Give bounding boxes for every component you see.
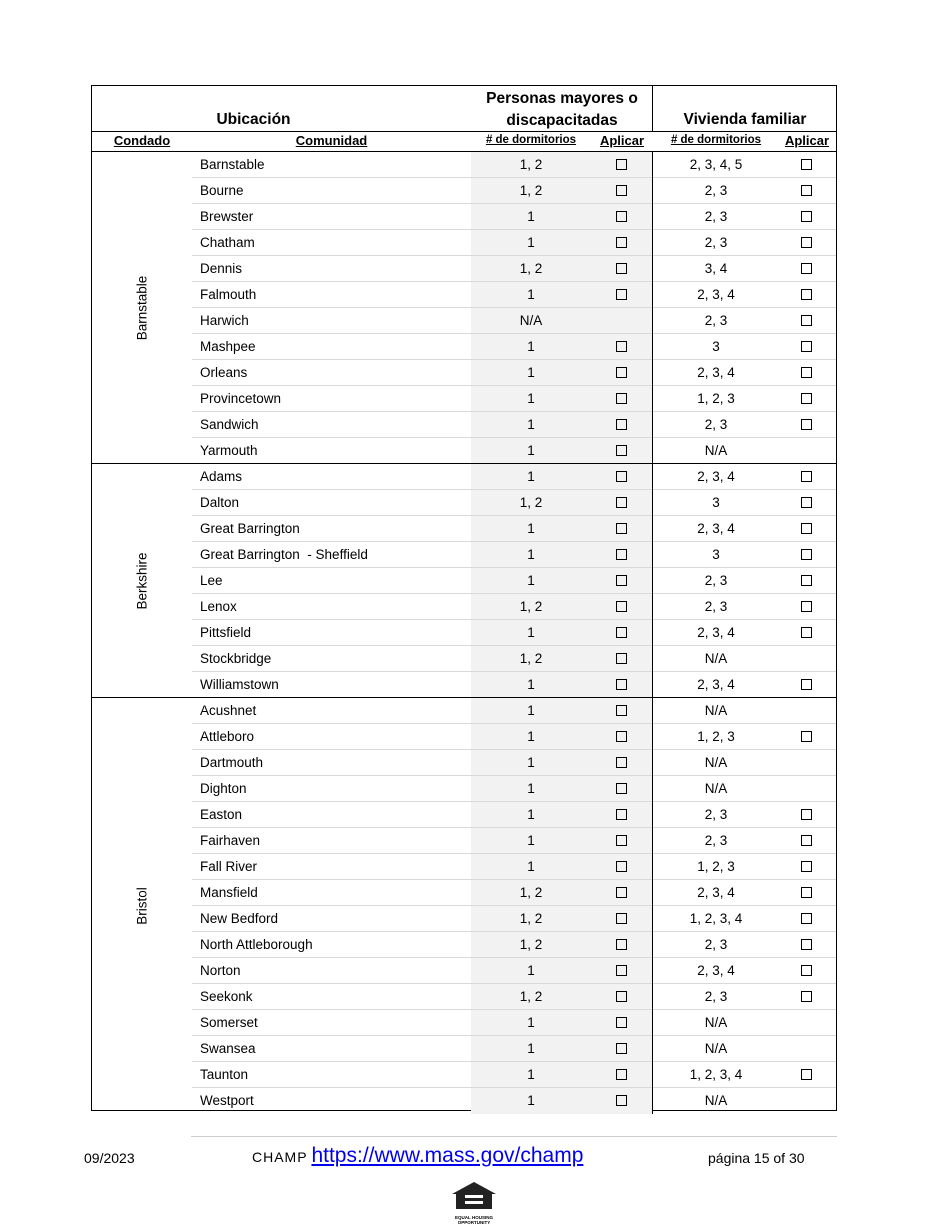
- elderly-apply-checkbox[interactable]: [616, 601, 627, 612]
- elderly-apply-checkbox[interactable]: [616, 289, 627, 300]
- equal-housing-label: EQUAL HOUSING OPPORTUNITY: [455, 1215, 493, 1225]
- community-name: Dennis: [200, 261, 243, 276]
- family-bedrooms: 1, 2, 3: [697, 729, 735, 744]
- elderly-bedrooms: 1, 2: [519, 261, 543, 276]
- family-apply-checkbox[interactable]: [801, 965, 812, 976]
- community-name: Taunton: [200, 1067, 249, 1082]
- elderly-apply-checkbox[interactable]: [616, 393, 627, 404]
- elderly-bedrooms: 1: [527, 1067, 535, 1082]
- community-name: Yarmouth: [200, 443, 258, 458]
- elderly-bedrooms: 1: [527, 417, 535, 432]
- community-name: Lenox: [200, 599, 237, 614]
- family-apply-checkbox[interactable]: [801, 575, 812, 586]
- footer-rule: [191, 1136, 837, 1137]
- family-apply-checkbox[interactable]: [801, 289, 812, 300]
- col-elderly-bedrooms: # de dormitorios: [485, 134, 577, 146]
- family-bedrooms: 2, 3, 4: [697, 365, 735, 380]
- community-name: Pittsfield: [200, 625, 252, 640]
- elderly-apply-checkbox[interactable]: [616, 471, 627, 482]
- col-community: Comunidad: [295, 133, 368, 148]
- footer-date: 09/2023: [84, 1150, 135, 1166]
- elderly-bedrooms: 1: [527, 365, 535, 380]
- family-bedrooms: 3, 4: [704, 261, 728, 276]
- header-family-housing: Vivienda familiar: [683, 111, 807, 128]
- family-bedrooms: 2, 3: [704, 807, 728, 822]
- family-apply-checkbox[interactable]: [801, 913, 812, 924]
- family-bedrooms: 2, 3: [704, 235, 728, 250]
- family-apply-checkbox[interactable]: [801, 991, 812, 1002]
- family-apply-checkbox[interactable]: [801, 627, 812, 638]
- family-bedrooms: 2, 3, 4: [697, 963, 735, 978]
- family-bedrooms: 2, 3: [704, 313, 728, 328]
- community-name: Mansfield: [200, 885, 258, 900]
- elderly-bedrooms: 1: [527, 1041, 535, 1056]
- family-bedrooms: N/A: [704, 1093, 728, 1108]
- elderly-apply-checkbox[interactable]: [616, 419, 627, 430]
- elderly-bedrooms: 1: [527, 339, 535, 354]
- header-rule-top: [92, 131, 836, 132]
- community-name: Falmouth: [200, 287, 257, 302]
- col-family-apply: Aplicar: [784, 133, 830, 148]
- family-apply-checkbox[interactable]: [801, 601, 812, 612]
- community-name: Lee: [200, 573, 223, 588]
- family-apply-checkbox[interactable]: [801, 497, 812, 508]
- family-apply-checkbox[interactable]: [801, 185, 812, 196]
- elderly-apply-checkbox[interactable]: [616, 1069, 627, 1080]
- county-label: Barnstable: [134, 275, 150, 341]
- community-name: Somerset: [200, 1015, 258, 1030]
- family-bedrooms: 3: [712, 495, 720, 510]
- elderly-bedrooms: 1, 2: [519, 651, 543, 666]
- elderly-apply-checkbox[interactable]: [616, 731, 627, 742]
- header-location: Ubicación: [216, 111, 291, 128]
- family-apply-checkbox[interactable]: [801, 809, 812, 820]
- elderly-apply-checkbox[interactable]: [616, 185, 627, 196]
- elderly-apply-checkbox[interactable]: [616, 809, 627, 820]
- elderly-bedrooms: 1, 2: [519, 157, 543, 172]
- community-name: Dalton: [200, 495, 240, 510]
- community-name: Dighton: [200, 781, 247, 796]
- footer-program-line: [252, 1144, 583, 1168]
- elderly-bedrooms: 1: [527, 391, 535, 406]
- community-name: Sandwich: [200, 417, 259, 432]
- family-apply-checkbox[interactable]: [801, 523, 812, 534]
- family-bedrooms: 2, 3: [704, 599, 728, 614]
- community-name: Attleboro: [200, 729, 255, 744]
- family-apply-checkbox[interactable]: [801, 471, 812, 482]
- elderly-bedrooms: 1, 2: [519, 183, 543, 198]
- housing-table: [91, 85, 837, 1111]
- elderly-bedrooms: 1: [527, 859, 535, 874]
- family-bedrooms: 1, 2, 3, 4: [689, 911, 743, 926]
- family-apply-checkbox[interactable]: [801, 237, 812, 248]
- family-bedrooms: 3: [712, 547, 720, 562]
- elderly-apply-checkbox[interactable]: [616, 237, 627, 248]
- family-bedrooms: N/A: [704, 1015, 728, 1030]
- community-name: Chatham: [200, 235, 255, 250]
- header-divider: [652, 86, 653, 132]
- family-apply-checkbox[interactable]: [801, 1069, 812, 1080]
- elderly-apply-checkbox[interactable]: [616, 445, 627, 456]
- family-bedrooms: N/A: [704, 1041, 728, 1056]
- community-name: Seekonk: [200, 989, 253, 1004]
- elderly-bedrooms: 1: [527, 209, 535, 224]
- elderly-bedrooms: 1: [527, 625, 535, 640]
- elderly-apply-checkbox[interactable]: [616, 211, 627, 222]
- elderly-apply-checkbox[interactable]: [616, 913, 627, 924]
- community-name: Swansea: [200, 1041, 256, 1056]
- community-name: Fall River: [200, 859, 258, 874]
- elderly-apply-checkbox[interactable]: [616, 783, 627, 794]
- family-bedrooms: N/A: [704, 651, 728, 666]
- elderly-apply-checkbox[interactable]: [616, 367, 627, 378]
- county-label: Bristol: [134, 887, 150, 925]
- elderly-apply-checkbox[interactable]: [616, 861, 627, 872]
- elderly-apply-checkbox[interactable]: [616, 549, 627, 560]
- family-bedrooms: N/A: [704, 443, 728, 458]
- community-name: Provincetown: [200, 391, 282, 406]
- elderly-apply-checkbox[interactable]: [616, 575, 627, 586]
- footer-program: CHAMP: [252, 1149, 308, 1165]
- elderly-bedrooms: 1: [527, 521, 535, 536]
- community-name: Stockbridge: [200, 651, 272, 666]
- column-divider: [652, 152, 653, 1114]
- family-bedrooms: 2, 3, 4: [697, 885, 735, 900]
- elderly-bedrooms: 1: [527, 807, 535, 822]
- elderly-apply-checkbox[interactable]: [616, 965, 627, 976]
- community-name: Norton: [200, 963, 241, 978]
- family-bedrooms: 2, 3, 4: [697, 625, 735, 640]
- family-bedrooms: N/A: [704, 755, 728, 770]
- family-bedrooms: 2, 3: [704, 573, 728, 588]
- elderly-apply-checkbox[interactable]: [616, 991, 627, 1002]
- elderly-apply-checkbox[interactable]: [616, 1095, 627, 1106]
- family-bedrooms: 2, 3: [704, 209, 728, 224]
- elderly-apply-checkbox[interactable]: [616, 653, 627, 664]
- family-apply-checkbox[interactable]: [801, 367, 812, 378]
- family-bedrooms: 2, 3, 4: [697, 469, 735, 484]
- elderly-bedrooms: 1: [527, 573, 535, 588]
- family-bedrooms: 2, 3: [704, 989, 728, 1004]
- elderly-bedrooms: 1: [527, 235, 535, 250]
- community-name: Great Barrington: [200, 521, 300, 536]
- family-bedrooms: 2, 3: [704, 417, 728, 432]
- community-name: North Attleborough: [200, 937, 313, 952]
- family-bedrooms: 2, 3: [704, 833, 728, 848]
- elderly-bedrooms: 1: [527, 963, 535, 978]
- family-bedrooms: 2, 3: [704, 937, 728, 952]
- family-bedrooms: 2, 3: [704, 183, 728, 198]
- family-apply-checkbox[interactable]: [801, 419, 812, 430]
- elderly-bedrooms: 1: [527, 729, 535, 744]
- elderly-bedrooms: 1: [527, 287, 535, 302]
- family-apply-checkbox[interactable]: [801, 263, 812, 274]
- header-elderly-disabled: Personas mayores o discapacitadas: [486, 90, 638, 129]
- elderly-bedrooms: 1: [527, 547, 535, 562]
- elderly-bedrooms: 1: [527, 469, 535, 484]
- elderly-bedrooms: N/A: [519, 313, 543, 328]
- elderly-apply-checkbox[interactable]: [616, 939, 627, 950]
- elderly-bedrooms: 1: [527, 1015, 535, 1030]
- elderly-bedrooms: 1, 2: [519, 495, 543, 510]
- family-bedrooms: 2, 3, 4: [697, 677, 735, 692]
- elderly-bedrooms: 1: [527, 703, 535, 718]
- family-bedrooms: 2, 3, 4: [697, 521, 735, 536]
- family-bedrooms: N/A: [704, 781, 728, 796]
- family-bedrooms: 3: [712, 339, 720, 354]
- elderly-apply-checkbox[interactable]: [616, 835, 627, 846]
- elderly-apply-checkbox[interactable]: [616, 341, 627, 352]
- community-name: Brewster: [200, 209, 254, 224]
- family-bedrooms: 2, 3, 4, 5: [689, 157, 743, 172]
- elderly-apply-checkbox[interactable]: [616, 705, 627, 716]
- family-apply-checkbox[interactable]: [801, 315, 812, 326]
- elderly-bedrooms: 1, 2: [519, 599, 543, 614]
- elderly-bedrooms: 1: [527, 755, 535, 770]
- elderly-apply-checkbox[interactable]: [616, 523, 627, 534]
- family-bedrooms: 1, 2, 3: [697, 859, 735, 874]
- family-apply-checkbox[interactable]: [801, 861, 812, 872]
- community-name: Westport: [200, 1093, 254, 1108]
- elderly-apply-checkbox[interactable]: [616, 1017, 627, 1028]
- elderly-bedrooms: 1: [527, 833, 535, 848]
- col-elderly-apply: Aplicar: [599, 133, 645, 148]
- elderly-bedrooms: 1: [527, 781, 535, 796]
- family-bedrooms: 1, 2, 3, 4: [689, 1067, 743, 1082]
- elderly-apply-checkbox[interactable]: [616, 757, 627, 768]
- family-apply-checkbox[interactable]: [801, 159, 812, 170]
- county-label: Berkshire: [134, 552, 150, 610]
- elderly-apply-checkbox[interactable]: [616, 679, 627, 690]
- family-bedrooms: 1, 2, 3: [697, 391, 735, 406]
- elderly-bedrooms: 1, 2: [519, 885, 543, 900]
- elderly-apply-checkbox[interactable]: [616, 497, 627, 508]
- elderly-apply-checkbox[interactable]: [616, 159, 627, 170]
- family-apply-checkbox[interactable]: [801, 679, 812, 690]
- community-name: Williamstown: [200, 677, 279, 692]
- community-name: Bourne: [200, 183, 244, 198]
- community-name: Fairhaven: [200, 833, 261, 848]
- community-name: Easton: [200, 807, 243, 822]
- community-name: Harwich: [200, 313, 249, 328]
- family-apply-checkbox[interactable]: [801, 211, 812, 222]
- community-name: Acushnet: [200, 703, 257, 718]
- elderly-apply-checkbox[interactable]: [616, 887, 627, 898]
- family-apply-checkbox[interactable]: [801, 939, 812, 950]
- elderly-bedrooms: 1: [527, 1093, 535, 1108]
- col-family-bedrooms: # de dormitorios: [670, 134, 762, 146]
- family-apply-checkbox[interactable]: [801, 887, 812, 898]
- elderly-apply-checkbox[interactable]: [616, 627, 627, 638]
- community-name: Orleans: [200, 365, 248, 380]
- equal-housing-logo: [446, 1180, 502, 1225]
- community-name: Great Barrington - Sheffield: [200, 547, 368, 562]
- col-county: Condado: [113, 133, 171, 148]
- community-name: Mashpee: [200, 339, 256, 354]
- elderly-apply-checkbox[interactable]: [616, 1043, 627, 1054]
- elderly-bedrooms: 1, 2: [519, 911, 543, 926]
- elderly-bedrooms: 1, 2: [519, 989, 543, 1004]
- elderly-apply-checkbox[interactable]: [616, 263, 627, 274]
- family-apply-checkbox[interactable]: [801, 393, 812, 404]
- family-apply-checkbox[interactable]: [801, 341, 812, 352]
- elderly-bedrooms: 1: [527, 677, 535, 692]
- community-name: Barnstable: [200, 157, 265, 172]
- community-name: New Bedford: [200, 911, 279, 926]
- community-name: Adams: [200, 469, 243, 484]
- equal-housing-house-icon: [446, 1180, 502, 1210]
- footer-page: página 15 of 30: [708, 1150, 805, 1166]
- family-apply-checkbox[interactable]: [801, 731, 812, 742]
- footer-url-link[interactable]: https://www.mass.gov/champ: [311, 1144, 584, 1167]
- family-apply-checkbox[interactable]: [801, 835, 812, 846]
- family-bedrooms: 2, 3, 4: [697, 287, 735, 302]
- elderly-bedrooms: 1, 2: [519, 937, 543, 952]
- family-apply-checkbox[interactable]: [801, 549, 812, 560]
- family-bedrooms: N/A: [704, 703, 728, 718]
- elderly-bedrooms: 1: [527, 443, 535, 458]
- community-name: Dartmouth: [200, 755, 264, 770]
